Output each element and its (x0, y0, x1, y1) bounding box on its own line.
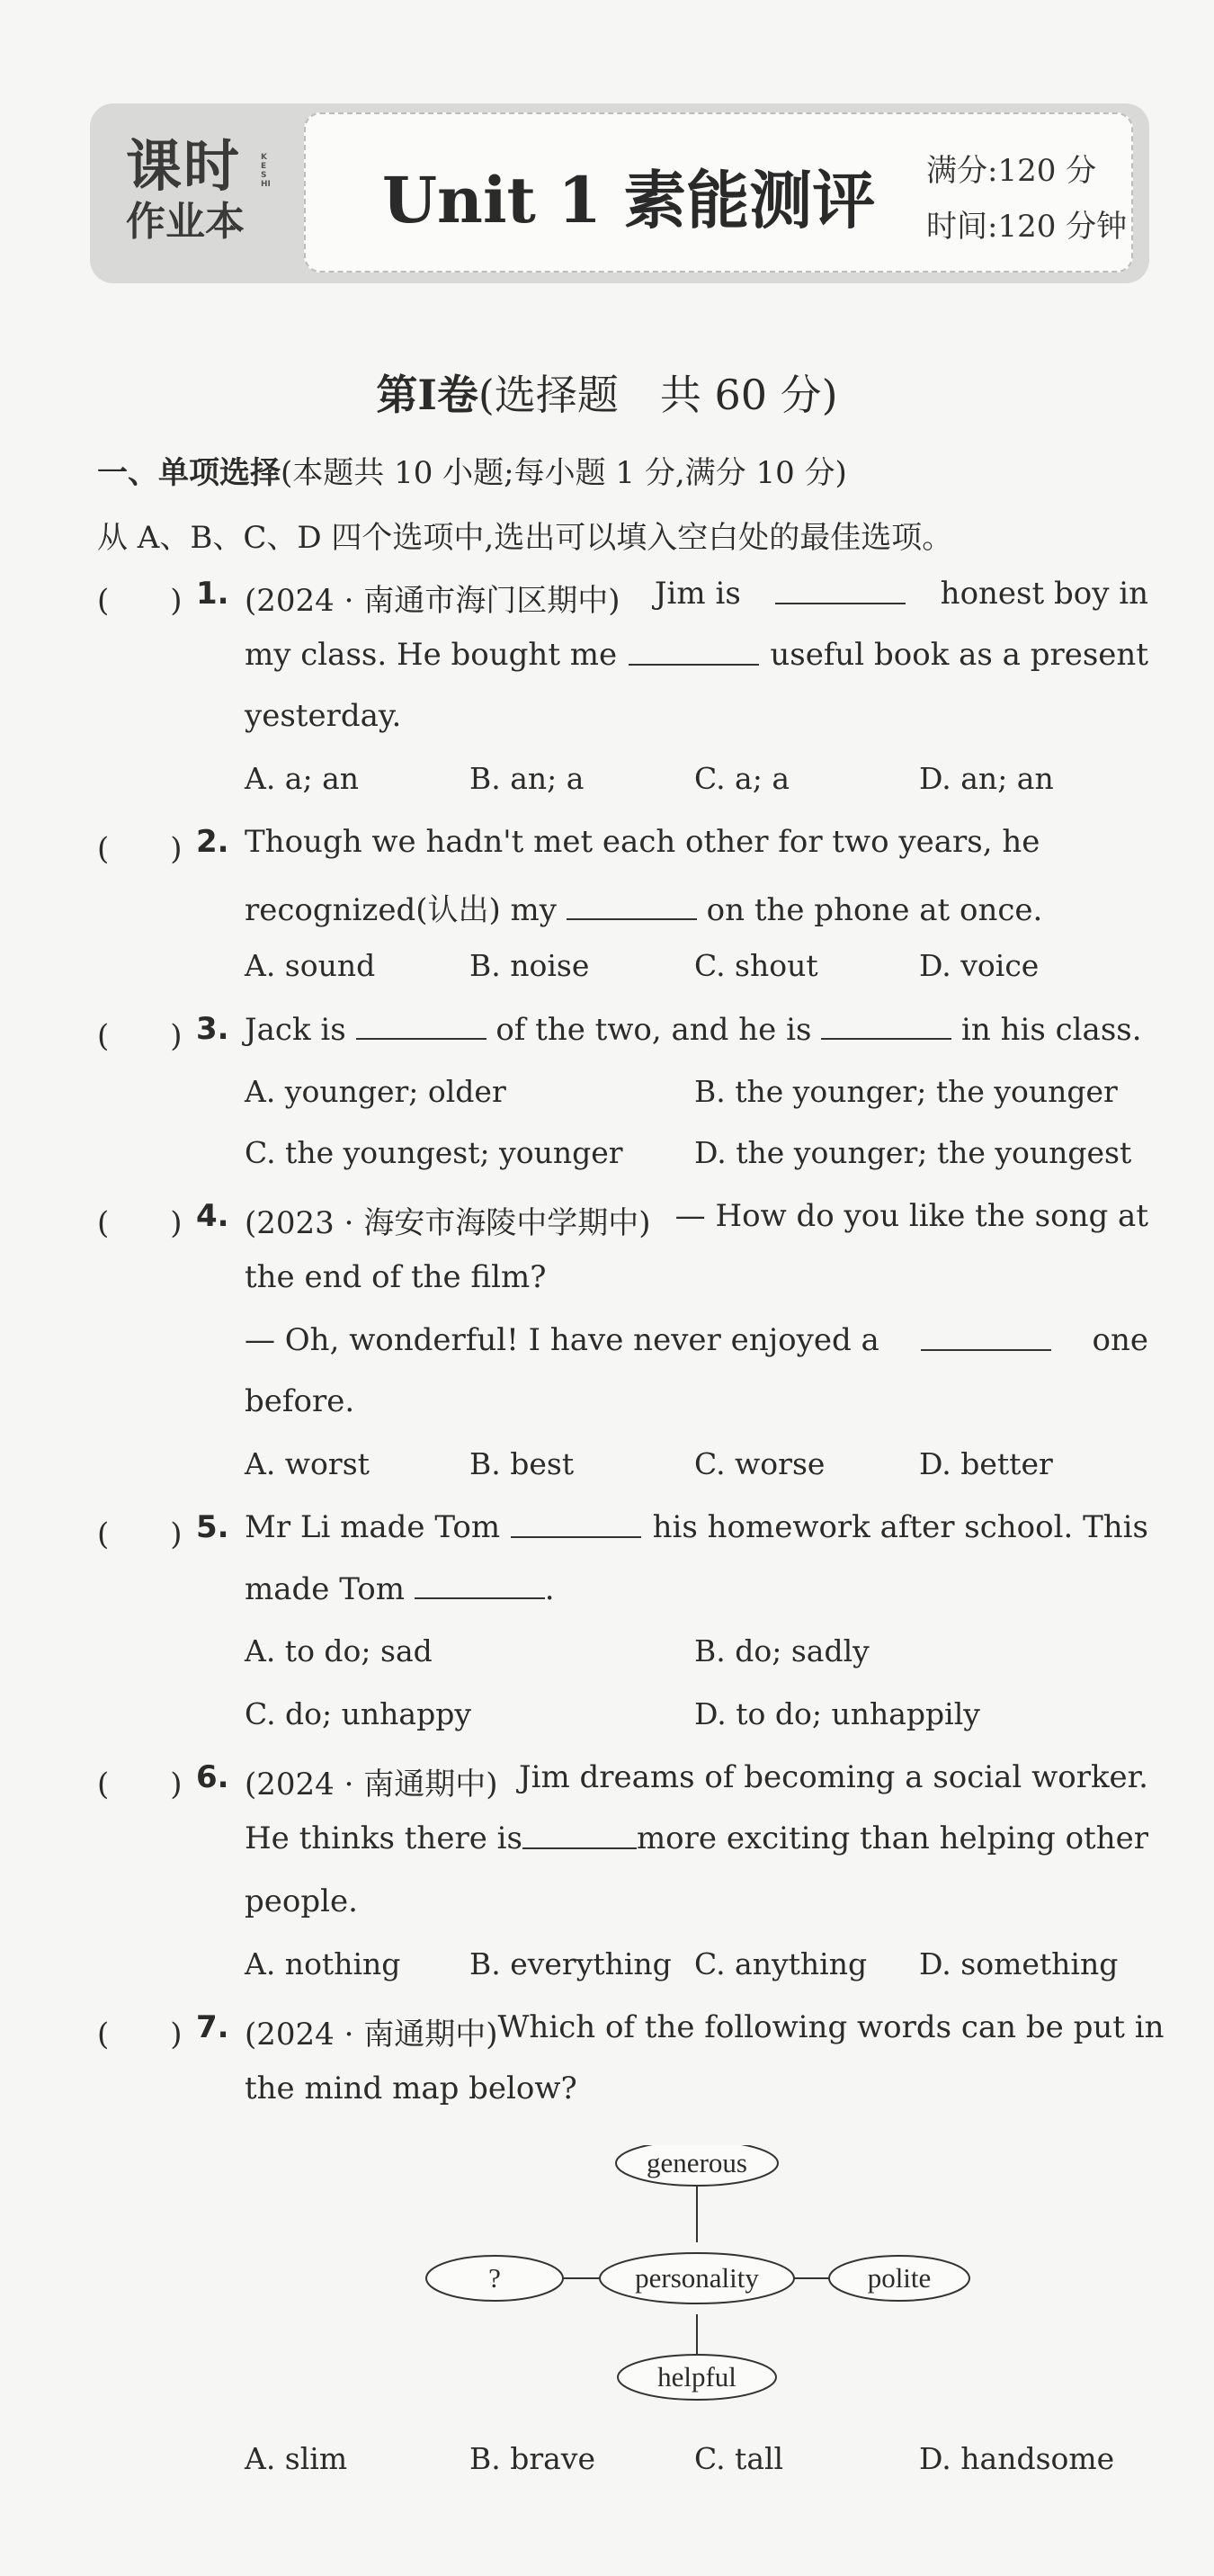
option-a[interactable]: A. worst (245, 1446, 370, 1481)
answer-blank[interactable] (356, 1011, 486, 1040)
option-b[interactable]: B. an; a (469, 761, 585, 796)
option-c[interactable]: C. anything (694, 1946, 868, 1981)
question-line (245, 1570, 555, 1607)
option-b[interactable]: B. brave (469, 2441, 595, 2476)
section-title-bold: 第Ⅰ卷 (376, 371, 478, 419)
question-text: on the phone at once. (706, 892, 1043, 928)
answer-slot[interactable]: ( ) (97, 1205, 183, 1241)
question-source: (2024 · 南通期中) (245, 2017, 498, 2053)
question-line (245, 1198, 1148, 1242)
question-source: (2024 · 南通期中) (245, 1767, 498, 1802)
question-text: before. (245, 1383, 355, 1419)
answer-blank[interactable] (921, 1322, 1051, 1351)
answer-slot[interactable]: ( ) (97, 831, 183, 867)
option-a[interactable]: A. younger; older (245, 1074, 506, 1109)
question-text: — Oh, wonderful! I have never enjoyed a (245, 1322, 879, 1358)
option-d[interactable]: D. something (919, 1946, 1119, 1981)
answer-blank[interactable] (511, 1509, 641, 1538)
question-number: 5. (196, 1509, 229, 1545)
option-b[interactable]: B. do; sadly (694, 1633, 870, 1668)
brand-logo (126, 135, 279, 246)
node-center-label: personality (635, 2262, 759, 2294)
mind-map (423, 2145, 980, 2406)
question-line (245, 1509, 1148, 1545)
exam-meta (926, 143, 1127, 255)
question-text: in his class. (961, 1012, 1142, 1048)
option-d[interactable]: D. voice (919, 948, 1040, 983)
exam-time: 时间:120 分钟 (926, 209, 1128, 245)
option-c[interactable]: C. tall (694, 2441, 784, 2476)
option-a[interactable]: A. slim (245, 2441, 348, 2476)
full-score: 满分:120 分 (926, 153, 1097, 189)
page-title: Unit 1 素能测评 (382, 163, 876, 237)
option-d[interactable]: D. the younger; the youngest (694, 1135, 1132, 1170)
question-number: 1. (196, 576, 229, 612)
answer-slot[interactable]: ( ) (97, 1767, 183, 1802)
question-text: more exciting than helping other (636, 1820, 1148, 1856)
node-bottom-label: helpful (657, 2361, 736, 2393)
question-line (245, 885, 1042, 929)
question-line (245, 1820, 1148, 1856)
question-text: Mr Li made Tom (245, 1509, 501, 1545)
question-text: useful book as a present (770, 637, 1148, 673)
option-a[interactable]: A. nothing (245, 1946, 401, 1981)
option-b[interactable]: B. noise (469, 948, 590, 983)
option-d[interactable]: D. an; an (919, 761, 1054, 796)
node-right-label: polite (867, 2262, 932, 2294)
question-text: . (544, 1571, 555, 1607)
option-d[interactable]: D. better (919, 1446, 1053, 1481)
question-text: the end of the film? (245, 1259, 547, 1295)
question-line (245, 576, 1148, 620)
node-top-label: generous (647, 2147, 747, 2178)
option-c[interactable]: C. shout (694, 948, 818, 983)
node-left-label: ? (488, 2262, 501, 2294)
answer-blank[interactable] (629, 637, 759, 666)
question-text: Though we hadn't met each other for two years, he (245, 824, 1040, 860)
question-text: one (1092, 1322, 1148, 1358)
option-c[interactable]: C. worse (694, 1446, 826, 1481)
question-line (245, 1322, 1148, 1358)
answer-slot[interactable]: ( ) (97, 2017, 183, 2053)
option-c[interactable]: C. a; a (694, 761, 790, 796)
answer-slot[interactable]: ( ) (97, 1018, 183, 1054)
question-text: Jack is (245, 1012, 346, 1048)
header-banner (90, 103, 1149, 283)
question-number: 3. (196, 1011, 229, 1047)
question-number: 4. (196, 1198, 229, 1234)
answer-blank[interactable] (522, 1820, 637, 1849)
question-text: his homework after school. This (652, 1509, 1148, 1545)
option-b[interactable]: B. best (469, 1446, 575, 1481)
question-source: (2024 · 南通市海门区期中) (245, 583, 620, 619)
question-text: — How do you like the song at (674, 1198, 1148, 1234)
answer-slot[interactable]: ( ) (97, 583, 183, 619)
question-line (245, 637, 1148, 673)
question-text: people. (245, 1883, 358, 1919)
question-line (245, 1011, 1142, 1048)
option-c[interactable]: C. do; unhappy (245, 1696, 471, 1731)
answer-slot[interactable]: ( ) (97, 1516, 183, 1552)
brand-line1: 课时 (126, 133, 242, 199)
option-c[interactable]: C. the youngest; younger (245, 1135, 623, 1170)
option-d[interactable]: D. handsome (919, 2441, 1115, 2476)
section-title-rest: (选择题 共 60 分) (478, 371, 838, 419)
question-source: (2023 · 海安市海陵中学期中) (245, 1205, 651, 1241)
question-number: 2. (196, 824, 229, 860)
question-number: 6. (196, 1759, 229, 1795)
part-heading-bold: 一、单项选择 (97, 455, 281, 491)
question-text: recognized(认出) my (245, 892, 558, 928)
section-title (0, 362, 1214, 422)
brand-tiny: KESHI (261, 153, 271, 189)
answer-blank[interactable] (415, 1570, 545, 1599)
part-heading-rest: (本题共 10 小题;每小题 1 分,满分 10 分) (281, 455, 847, 491)
title-box (304, 112, 1133, 273)
answer-blank[interactable] (775, 576, 906, 604)
question-text: yesterday. (245, 698, 402, 734)
question-text: He thinks there is (245, 1820, 522, 1856)
option-a[interactable]: A. sound (245, 948, 376, 983)
option-d[interactable]: D. to do; unhappily (694, 1696, 980, 1731)
option-a[interactable]: A. a; an (245, 761, 360, 796)
question-text: honest boy in (940, 576, 1148, 612)
question-text: Which of the following words can be put in (497, 2009, 1165, 2045)
answer-blank[interactable] (567, 891, 697, 920)
question-line (245, 1759, 1148, 1803)
question-line (245, 2009, 1165, 2053)
question-line (245, 824, 1148, 860)
question-number: 7. (196, 2009, 229, 2045)
option-a[interactable]: A. to do; sad (245, 1633, 433, 1668)
question-text: the mind map below? (245, 2071, 577, 2106)
question-text: made Tom (245, 1571, 405, 1607)
option-b[interactable]: B. everything (469, 1946, 672, 1981)
brand-line2: 作业本 (126, 199, 245, 245)
instruction: 从 A、B、C、D 四个选项中,选出可以填入空白处的最佳选项。 (97, 520, 953, 556)
question-text: Jim dreams of becoming a social worker. (518, 1759, 1148, 1795)
answer-blank[interactable] (821, 1011, 951, 1040)
question-text: Jim is (654, 576, 741, 612)
option-b[interactable]: B. the younger; the younger (694, 1074, 1118, 1109)
question-text: my class. He bought me (245, 637, 618, 673)
question-text: of the two, and he is (495, 1012, 812, 1048)
part-heading (97, 448, 847, 492)
